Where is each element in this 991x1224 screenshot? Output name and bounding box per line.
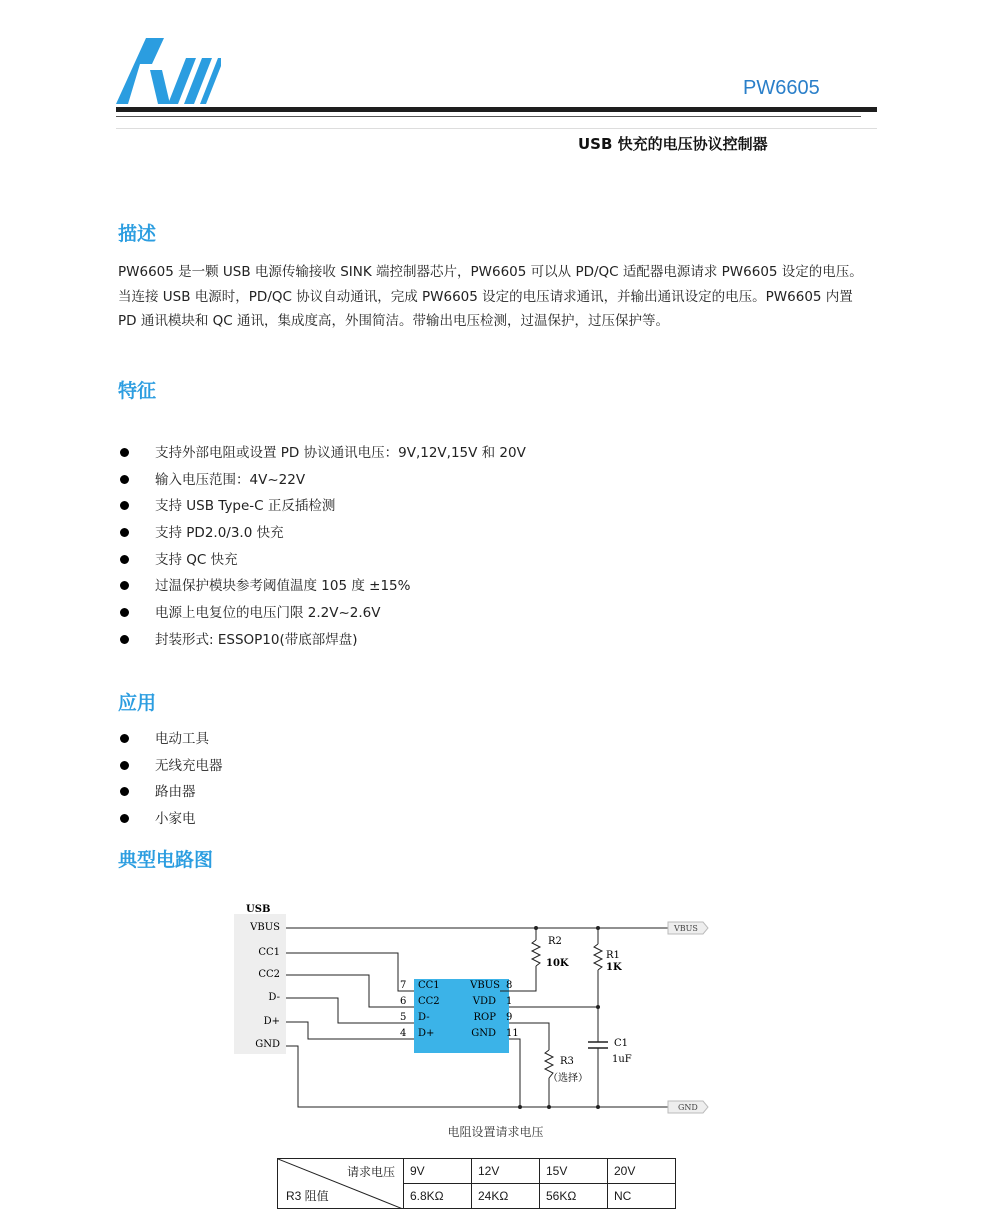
r2-resistor	[532, 940, 540, 966]
usb-pin-cc2: CC2	[258, 969, 280, 980]
chip-pin-num: 1	[506, 996, 513, 1007]
table-row	[278, 1159, 676, 1184]
description-text: PW6605 是一颗 USB 电源传输接收 SINK 端控制器芯片，PW6605 可以从 PD/QC 适配器电源请求 PW6605 设定的电压。当连接 USB 电源时，PD/QC 协议自动通讯，完成 PW6605 设定的电压请求通讯，并输出通讯设定的电压。PW6605 内置 PD 通讯模块和 QC 通讯，集成度高，外围简洁。带输出电压检测，过温保护，过压保护等。	[118, 264, 863, 329]
usb-pin-dplus: D+	[263, 1016, 280, 1027]
chip-pin-name: VDD	[472, 996, 496, 1007]
header-rule-light	[116, 128, 877, 129]
chip-pin-name: ROP	[473, 1012, 496, 1023]
junction-dot	[596, 1005, 600, 1009]
features-list	[118, 440, 526, 654]
chip-pin-name: VBUS	[470, 980, 500, 991]
r1-resistor	[594, 944, 602, 970]
feature-item: 支持外部电阻或设置 PD 协议通讯电压：9V,12V,15V 和 20V	[118, 440, 526, 467]
feature-item: 电源上电复位的电压门限 2.2V~2.6V	[118, 600, 526, 627]
feature-item: 支持 USB Type-C 正反插检测	[118, 493, 526, 520]
table-cell-resistor: 6.8KΩ	[404, 1184, 472, 1209]
junction-dot	[534, 926, 538, 930]
chip-pin-name: CC2	[418, 996, 440, 1007]
table-header-resistor: R3 阻值	[286, 1189, 329, 1203]
table-cell-voltage: 12V	[472, 1159, 540, 1184]
r2-value: 10K	[546, 958, 569, 969]
table-header-cell	[278, 1159, 404, 1209]
table-cell-voltage: 20V	[608, 1159, 676, 1184]
table-cell-voltage: 9V	[404, 1159, 472, 1184]
usb-connector	[234, 914, 286, 1054]
r3-voltage-table	[277, 1158, 676, 1209]
table-cell-voltage: 15V	[540, 1159, 608, 1184]
feature-item: 支持 PD2.0/3.0 快充	[118, 520, 526, 547]
chip-pin-num: 6	[400, 996, 407, 1007]
chip-pin-name: CC1	[418, 980, 440, 991]
chip-pin-num: 4	[400, 1028, 407, 1039]
feature-item: 输入电压范围：4V~22V	[118, 467, 526, 494]
chip-pin-name: D-	[418, 1012, 430, 1023]
description-heading: 描述	[118, 223, 157, 245]
header-rule-thin	[116, 116, 861, 117]
table-header-voltage: 请求电压	[346, 1165, 395, 1179]
table-cell-resistor: 56KΩ	[540, 1184, 608, 1209]
r1-value: 1K	[606, 962, 622, 973]
table-cell-resistor: NC	[608, 1184, 676, 1209]
feature-item: 支持 QC 快充	[118, 547, 526, 574]
chip-pin-num: 5	[400, 1012, 407, 1023]
product-code: PW6605	[743, 77, 820, 99]
gnd-net-label: GND	[678, 1103, 698, 1112]
chip-pin-num: 11	[506, 1028, 519, 1039]
c1-value: 1uF	[612, 1054, 632, 1065]
usb-pin-gnd: GND	[255, 1039, 280, 1050]
vbus-net-label: VBUS	[674, 924, 698, 933]
junction-dot	[518, 1105, 522, 1109]
junction-dot	[596, 1105, 600, 1109]
chip-pin-num: 8	[506, 980, 513, 991]
r3-value: （选择）	[548, 1073, 588, 1084]
r1-name: R1	[606, 950, 620, 961]
chip-pin-num: 7	[400, 980, 407, 991]
c1-name: C1	[614, 1038, 629, 1049]
r2-name: R2	[548, 936, 562, 947]
application-item: 小家电	[118, 806, 223, 833]
r3-name: R3	[560, 1056, 574, 1067]
junction-dot	[547, 1105, 551, 1109]
usb-title: USB	[246, 904, 271, 915]
application-item: 电动工具	[118, 726, 223, 753]
document-subtitle: USB 快充的电压协议控制器	[578, 135, 768, 153]
application-item: 路由器	[118, 779, 223, 806]
usb-pin-dminus: D-	[268, 992, 280, 1003]
usb-pin-vbus: VBUS	[250, 922, 280, 933]
header-rule	[116, 107, 877, 112]
usb-pin-cc1: CC1	[258, 947, 280, 958]
typical-circuit-diagram	[230, 900, 720, 1124]
table-cell-resistor: 24KΩ	[472, 1184, 540, 1209]
circuit-heading: 典型电路图	[118, 849, 214, 871]
chip-pin-name: GND	[471, 1028, 496, 1039]
feature-item: 过温保护模块参考阈值温度 105 度 ±15%	[118, 573, 526, 600]
junction-dot	[596, 926, 600, 930]
chip-pin-name: D+	[418, 1028, 435, 1039]
applications-list	[118, 726, 223, 833]
features-heading: 特征	[118, 380, 157, 402]
applications-heading: 应用	[118, 692, 157, 714]
feature-item: 封装形式: ESSOP10(带底部焊盘)	[118, 627, 526, 654]
circuit-caption: 电阻设置请求电压	[447, 1125, 544, 1139]
company-logo	[116, 36, 221, 110]
application-item: 无线充电器	[118, 753, 223, 780]
chip-pin-num: 9	[506, 1012, 513, 1023]
